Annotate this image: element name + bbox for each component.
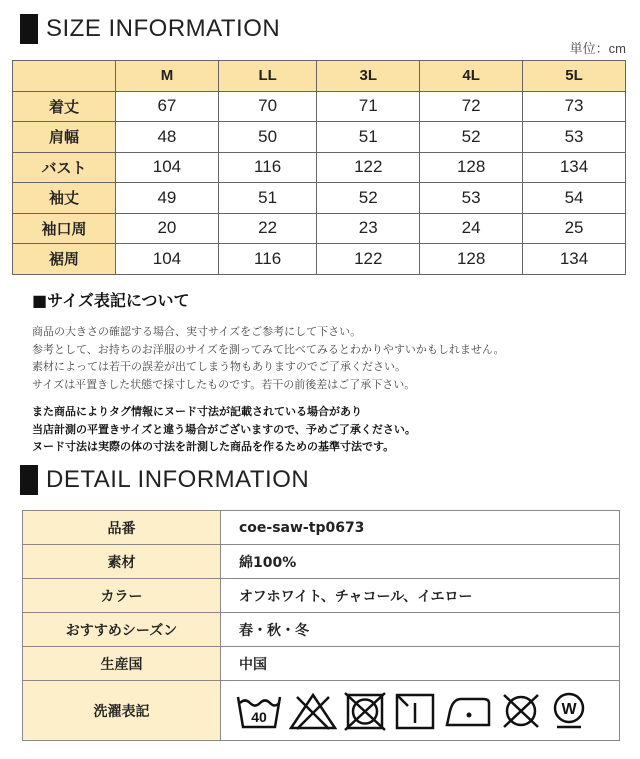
detail-value: coe-saw-tp0673 (221, 511, 620, 545)
size-row (13, 91, 626, 122)
detail-section-header (20, 465, 309, 495)
size-col-header: 4L (420, 61, 523, 92)
size-cell: 122 (317, 152, 420, 183)
size-col-header: M (116, 61, 219, 92)
header-corner (13, 61, 116, 92)
size-col-header: 3L (317, 61, 420, 92)
size-cell: 50 (218, 122, 316, 153)
detail-value: オフホワイト、チャコール、イエロー (221, 579, 620, 613)
size-row-label: 着丈 (13, 91, 116, 122)
size-cell: 22 (218, 213, 316, 244)
detail-row (23, 613, 620, 647)
size-cell: 54 (523, 183, 626, 214)
detail-label: 素材 (23, 545, 221, 579)
size-table (12, 60, 626, 275)
size-row (13, 122, 626, 153)
size-row-label: 肩幅 (13, 122, 116, 153)
line-dry-shade-icon (393, 691, 437, 731)
size-cell: 67 (116, 91, 219, 122)
care-icons-cell (221, 681, 620, 741)
size-cell: 49 (116, 183, 219, 214)
size-cell: 48 (116, 122, 219, 153)
size-row-label: 裾周 (13, 244, 116, 275)
wet-clean-icon (549, 691, 589, 731)
size-cell: 116 (218, 152, 316, 183)
detail-row (23, 579, 620, 613)
size-cell: 128 (420, 244, 523, 275)
size-cell: 104 (116, 244, 219, 275)
detail-label: 生産国 (23, 647, 221, 681)
size-row (13, 244, 626, 275)
size-row (13, 183, 626, 214)
size-cell: 134 (523, 152, 626, 183)
size-cell: 24 (420, 213, 523, 244)
care-icons (235, 691, 619, 731)
size-cell: 128 (420, 152, 523, 183)
no-dry-clean-icon (499, 691, 543, 731)
detail-label: おすすめシーズン (23, 613, 221, 647)
notes-title: ■サイズ表記について (32, 291, 190, 310)
size-cell: 52 (317, 183, 420, 214)
note-bold-line: また商品によりタグ情報にヌード寸法が記載されている場合があり (32, 405, 362, 418)
size-cell: 116 (218, 244, 316, 275)
size-cell: 53 (523, 122, 626, 153)
detail-row (23, 545, 620, 579)
size-section-header (20, 14, 280, 44)
size-section-title: SIZE INFORMATION (46, 15, 281, 42)
detail-row-wash (23, 681, 620, 741)
size-cell: 52 (420, 122, 523, 153)
size-cell: 73 (523, 91, 626, 122)
notes-bold-lines (32, 403, 622, 456)
wash-temp: 40 (251, 708, 267, 725)
note-line: 素材によっては若干の誤差が出てしまう物もありますのでご了承ください。 (32, 360, 406, 373)
section-marker (20, 14, 38, 44)
no-bleach-icon (289, 691, 337, 731)
detail-section-title: DETAIL INFORMATION (46, 466, 310, 493)
size-col-header: 5L (523, 61, 626, 92)
detail-label: 洗濯表記 (23, 681, 221, 741)
size-cell: 104 (116, 152, 219, 183)
size-cell: 71 (317, 91, 420, 122)
note-bold-line: 当店計測の平置きサイズと違う場合がございますので、予めご了承ください。 (32, 422, 416, 436)
detail-label: 品番 (23, 511, 221, 545)
size-header-row (13, 61, 626, 92)
wet-clean-letter: W (561, 700, 577, 718)
size-row (13, 152, 626, 183)
size-row-label: 袖口周 (13, 213, 116, 244)
detail-value: 綿100% (221, 545, 620, 579)
size-cell: 134 (523, 244, 626, 275)
size-cell: 53 (420, 183, 523, 214)
size-col-header: LL (218, 61, 316, 92)
detail-row (23, 511, 620, 545)
size-cell: 122 (317, 244, 420, 275)
size-cell: 25 (523, 213, 626, 244)
size-notes (32, 288, 622, 456)
size-row (13, 213, 626, 244)
iron-low-icon (443, 691, 493, 731)
note-line: 参考として、お持ちのお洋服のサイズを測ってみて比べてみるとわかりやすいかもしれません。 (32, 342, 505, 356)
note-line: サイズは平置きした状態で採寸したものです。若干の前後差はご了承下さい。 (32, 377, 416, 391)
size-row-label: 袖丈 (13, 183, 116, 214)
size-cell: 51 (317, 122, 420, 153)
size-cell: 20 (116, 213, 219, 244)
size-row-label: バスト (13, 152, 116, 183)
size-cell: 51 (218, 183, 316, 214)
wash-40-icon (235, 691, 283, 731)
size-cell: 72 (420, 91, 523, 122)
note-bold-line: ヌード寸法は実際の体の寸法を計測した商品を作るための基準寸法です。 (32, 440, 395, 453)
size-cell: 23 (317, 213, 420, 244)
detail-table (22, 510, 620, 741)
size-cell: 70 (218, 91, 316, 122)
notes-lines (32, 323, 622, 393)
unit-label: 単位：cm (569, 41, 626, 56)
detail-value: 中国 (221, 647, 620, 681)
detail-row (23, 647, 620, 681)
detail-label: カラー (23, 579, 221, 613)
section-marker (20, 465, 38, 495)
no-tumble-dry-icon (343, 691, 387, 731)
detail-value: 春・秋・冬 (221, 613, 620, 647)
note-line: 商品の大きさの確認する場合、実寸サイズをご参考にして下さい。 (32, 325, 362, 338)
